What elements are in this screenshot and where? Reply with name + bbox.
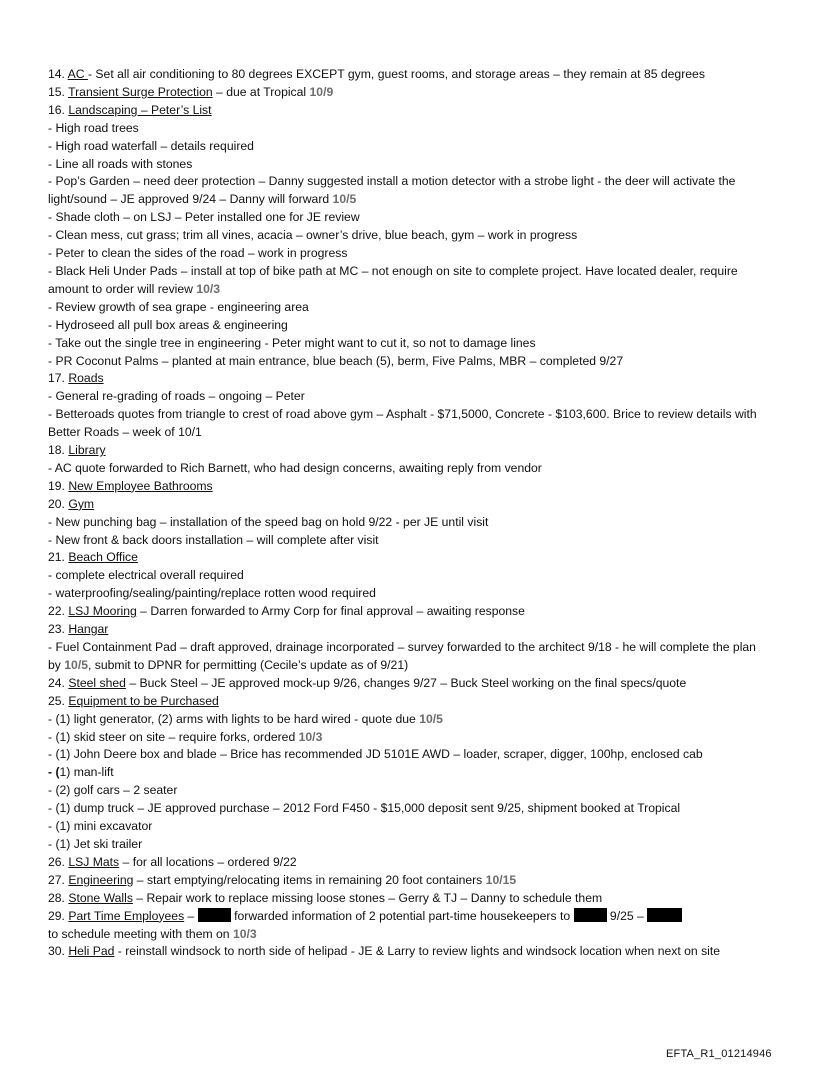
list-item: - (1) dump truck – JE approved purchase – 2012 Ford F450 - $15,000 deposit sent 9/25, shipment booked at Tropical: [48, 801, 681, 816]
heading-beach-office: Beach Office: [68, 550, 138, 565]
redaction-box: [574, 908, 607, 922]
heading-mooring: LSJ Mooring: [68, 604, 137, 619]
heading-hangar: Hangar: [68, 622, 109, 637]
list-item: - Peter to clean the sides of the road – work in progress: [48, 246, 348, 261]
list-item: - High road trees: [48, 120, 139, 135]
item-26-mats: 26. LSJ Mats – for all locations – ordered 9/22: [48, 854, 297, 869]
heading-surge: Transient Surge Protection: [68, 84, 213, 99]
list-item: - (1) light generator, (2) arms with lights to be hard wired - quote due 10/5: [48, 711, 443, 726]
item-30-heli-pad: 30. Heli Pad - reinstall windsock to north side of helipad - JE & Larry to review lights and windsock location when next on site: [48, 944, 721, 959]
list-item: - (1) John Deere box and blade – Brice has recommended JD 5101E AWD – loader, scraper, digger, 100hp, enclosed cab: [48, 747, 703, 762]
list-item: - Black Heli Under Pads – install at top of bike path at MC – not enough on site to complete project. Have located dealer, require amount to order will review 10/3: [48, 263, 738, 296]
list-item: - (1) man-lift: [48, 765, 114, 780]
list-item: - complete electrical overall required: [48, 568, 244, 583]
list-item: - AC quote forwarded to Rich Barnett, who had design concerns, awaiting reply from vendor: [48, 460, 542, 475]
item-14-ac: 14. AC - Set all air conditioning to 80 degrees EXCEPT gym, guest rooms, and storage areas – they remain at 85 degrees: [48, 67, 705, 81]
heading-engineering: Engineering: [68, 872, 134, 887]
date-highlight: 10/15: [485, 872, 517, 887]
list-item: - Shade cloth – on LSJ – Peter installed one for JE review: [48, 210, 360, 225]
list-item: - Line all roads with stones: [48, 156, 193, 171]
date-highlight: 10/3: [232, 926, 257, 941]
heading-part-time: Part Time Employees: [68, 908, 185, 923]
heading-bathrooms: New Employee Bathrooms: [68, 478, 213, 493]
item-16-landscaping: 16. Landscaping – Peter’s List: [48, 102, 212, 117]
document-id-footer: EFTA_R1_01214946: [666, 1048, 772, 1060]
list-item: - (1) mini excavator: [48, 819, 153, 834]
list-item: - (2) golf cars – 2 seater: [48, 783, 178, 798]
item-15-surge: 15. Transient Surge Protection – due at Tropical 10/9: [48, 84, 334, 99]
item-20-gym: 20. Gym: [48, 496, 95, 511]
list-item: - New punching bag – installation of the speed bag on hold 9/22 - per JE until visit: [48, 514, 489, 529]
list-item: - New front & back doors installation – will complete after visit: [48, 532, 379, 547]
item-28-stone-walls: 28. Stone Walls – Repair work to replace missing loose stones – Gerry & TJ – Danny to schedule them: [48, 890, 603, 905]
heading-stone-walls: Stone Walls: [68, 890, 133, 905]
item-23-hangar: 23. Hangar: [48, 622, 109, 637]
heading-mats: LSJ Mats: [68, 854, 120, 869]
heading-library: Library: [68, 443, 106, 458]
date-highlight: 10/5: [419, 711, 443, 726]
list-item: - (1) Jet ski trailer: [48, 836, 143, 851]
heading-gym: Gym: [68, 496, 95, 511]
item-24-steel-shed: 24. Steel shed – Buck Steel – JE approved mock-up 9/26, changes 9/27 – Buck Steel working on the final specs/quote: [48, 675, 687, 690]
item-27-engineering: 27. Engineering – start emptying/relocating items in remaining 20 foot containers 10/15: [48, 872, 517, 887]
list-item: - PR Coconut Palms – planted at main entrance, blue beach (5), berm, Five Palms, MBR – completed 9/27: [48, 353, 624, 368]
list-item: - Hydroseed all pull box areas & engineering: [48, 317, 288, 332]
list-item: - Pop’s Garden – need deer protection – Danny suggested install a motion detector with a strobe light - the deer will activate the light/sound – JE approved 9/24 – Danny will forward 10/5: [48, 174, 736, 207]
list-item: - Betteroads quotes from triangle to crest of road above gym – Asphalt - $71,5000, Concrete - $103,600. Brice to review details with Better Roads – week of 10/1: [48, 407, 757, 440]
item-21-beach-office: 21. Beach Office: [48, 550, 138, 565]
redaction-box: [647, 908, 682, 922]
list-item: - (1) skid steer on site – require forks, ordered 10/3: [48, 729, 323, 744]
item-22-mooring: 22. LSJ Mooring – Darren forwarded to Army Corp for final approval – awaiting response: [48, 604, 525, 619]
redaction-box: [198, 908, 231, 922]
item-29-part-time-cont: to schedule meeting with them on 10/3: [48, 926, 257, 941]
list-item: - Fuel Containment Pad – draft approved, drainage incorporated – survey forwarded to the architect 9/18 - he will complete the plan by 10/5, submit to DPNR for permitting (Cecile’s update as of 9/21): [48, 640, 756, 672]
list-item: - High road waterfall – details required: [48, 138, 254, 153]
date-highlight: 10/5: [332, 192, 357, 207]
heading-steel-shed: Steel shed: [68, 675, 126, 690]
list-item: - Review growth of sea grape - engineering area: [48, 299, 309, 314]
item-25-equipment: 25. Equipment to be Purchased: [48, 693, 219, 708]
heading-ac: AC: [67, 67, 88, 81]
heading-heli-pad: Heli Pad: [68, 944, 115, 959]
list-item: - General re-grading of roads – ongoing – Peter: [48, 389, 305, 404]
list-item: - Clean mess, cut grass; trim all vines, acacia – owner’s drive, blue beach, gym – work in progress: [48, 228, 578, 243]
date-highlight: 10/5: [64, 657, 88, 672]
heading-equipment: Equipment to be Purchased: [68, 693, 219, 708]
item-18-library: 18. Library: [48, 443, 106, 458]
heading-landscaping: Landscaping – Peter’s List: [68, 102, 212, 117]
date-highlight: 10/9: [309, 84, 334, 99]
list-item: - waterproofing/sealing/painting/replace rotten wood required: [48, 586, 376, 601]
document-body: [48, 66, 770, 961]
heading-roads: Roads: [68, 371, 104, 386]
list-item: - Take out the single tree in engineering - Peter might want to cut it, so not to damage lines: [48, 335, 536, 350]
item-29-part-time: 29. Part Time Employees – forwarded information of 2 potential part-time housekeepers to 9/25 –: [48, 908, 770, 926]
date-highlight: 10/3: [196, 281, 221, 296]
date-highlight: 10/3: [298, 729, 323, 744]
item-17-roads: 17. Roads: [48, 371, 104, 386]
item-19-bathrooms: 19. New Employee Bathrooms: [48, 478, 213, 493]
